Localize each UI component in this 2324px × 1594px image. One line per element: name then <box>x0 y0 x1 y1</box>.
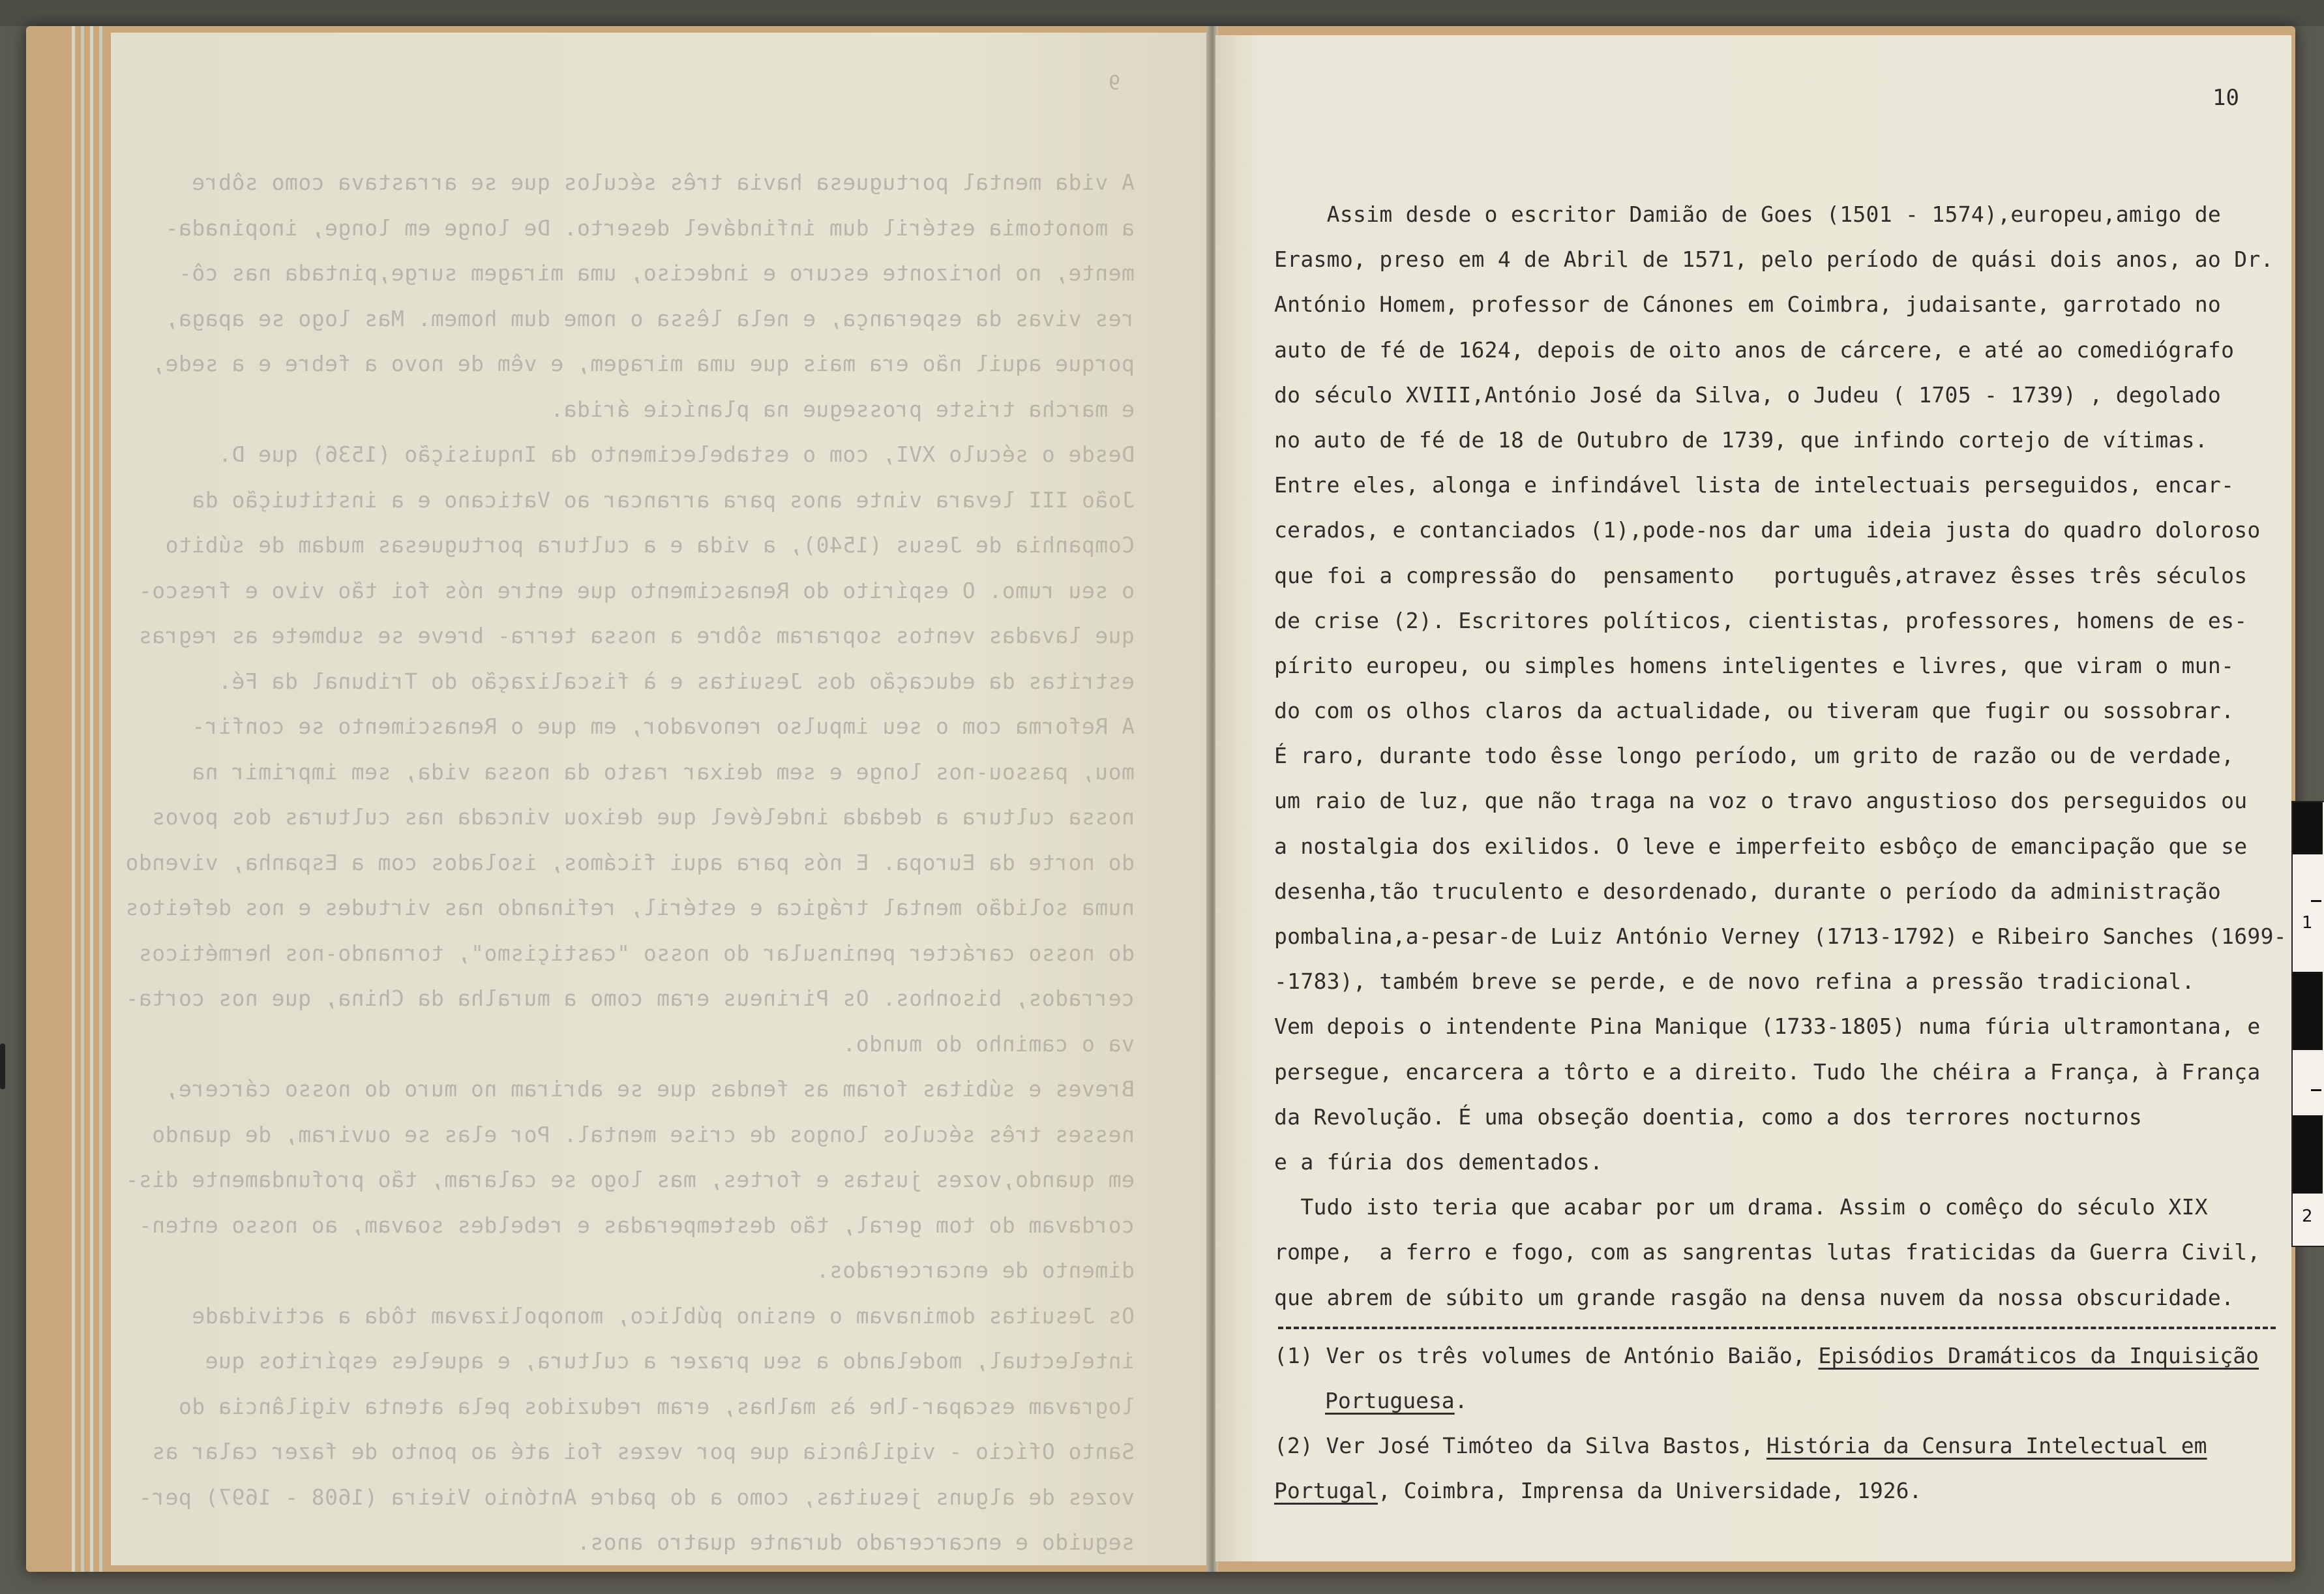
clip-mark <box>0 1044 5 1089</box>
text-line: pombalina,a-pesar-de Luiz António Verney (1713-1792) e Ribeiro Sanches (1699- <box>1274 924 2287 949</box>
bleed-line: nesses três séculos longos de crise mental. Por elas se ouviram, de quando <box>151 1121 1135 1147</box>
scale-ruler <box>2291 801 2324 1247</box>
text-line: Entre eles, alonga e infindável lista de intelectuais perseguidos, encar- <box>1274 472 2235 498</box>
bleed-line: res vivas da esperança, e nela lêssa o nome dum homem. Mas logo se apaga, <box>165 305 1135 331</box>
text-line: a nostalgia dos exilidos. O leve e imperfeito esbôço de emancipação que se <box>1274 833 2248 859</box>
open-book <box>26 26 2295 1572</box>
bleed-line: vozes de alguns jesuitas, como a do padre António Vieira (1608 - 1697) per- <box>138 1484 1135 1510</box>
text-line: que foi a compressão do pensamento português,atravez êsses três séculos <box>1274 562 2248 588</box>
page-edge <box>81 26 84 1572</box>
bleed-line: Santo Ofício - vigilância que por vezes foi até ao ponto de fazer calar as <box>151 1439 1135 1464</box>
bleed-line: Companhia de Jesus (1540), a vida e a cultura portuguesas mudam de súbito <box>165 532 1135 558</box>
bleed-line: mente, no horizonte escuro e indeciso, uma miragem surge,pintada nas cô- <box>178 260 1135 286</box>
bleed-line: do nosso carácter peninsular do nosso "castiçismo", tornando-nos herméticos <box>138 940 1135 966</box>
bleed-line: o seu rumo. O espírito do Renascimento que entre nós foi tão vivo e fresco- <box>138 577 1135 603</box>
text-line: de crise (2). Escritores políticos, cientistas, professores, homens de es- <box>1274 607 2248 633</box>
footnote-1-continued: Portuguesa. <box>1325 1388 1468 1413</box>
bleed-line: do norte da Europa. E nós para aqui ficámos, isolados com a Espanha, vivendo <box>125 849 1135 875</box>
bleed-line: mou, passou-nos longe e sem deixar rasto da nossa vida, sem imprimir na <box>191 759 1135 785</box>
left-page-number: 9 <box>1109 72 1121 95</box>
text-line: e a fúria dos dementados. <box>1274 1149 1603 1175</box>
text-line: pírito europeu, ou simples homens inteligentes e livres, que viram o mun- <box>1274 652 2235 678</box>
bleed-line: logravam escapar-lhe às malhas, eram reduzidos pela atenta vigilância do <box>178 1393 1135 1419</box>
footnotes <box>1274 1333 2282 1513</box>
text-line: do século XVIII,António José da Silva, o Judeu ( 1705 - 1739) , degolado <box>1274 382 2222 408</box>
right-page <box>1215 35 2291 1561</box>
bleed-line: intelectual, modelando a seu prazer a cultura, e aqueles espíritos que <box>205 1348 1135 1374</box>
bleed-line: A vida mental portuguesa havia três séculos que se arrastava como sôbre <box>191 170 1135 195</box>
text-line: -1783), também breve se perde, e de novo refina a pressão tradicional. <box>1274 969 2195 995</box>
bleed-line: cerrados, bisonhos. Os Pirineus eram como a muralha da China, que nos corta- <box>125 985 1135 1011</box>
ruler-tick <box>2311 900 2321 902</box>
text-line: da Revolução. É uma obseção doentia, como a dos terrores nocturnos <box>1274 1104 2143 1130</box>
ruler-label-1: 1 <box>2302 913 2313 933</box>
page-edge <box>90 26 93 1572</box>
bleed-line: seguido e encarcerado durante quatro anos. <box>576 1529 1135 1555</box>
bleed-through-text <box>125 160 1135 1565</box>
text-line: Assim desde o escritor Damião de Goes (1501 - 1574),europeu,amigo de <box>1274 202 2222 227</box>
text-line: cerados, e contanciados (1),pode-nos dar uma ideia justa do quadro doloroso <box>1274 517 2261 543</box>
bleed-line: va o caminho do mundo. <box>842 1030 1135 1057</box>
bleed-line: estritas da educação dos Jesuitas e à fiscalização do Tribunal da Fé. <box>218 668 1135 694</box>
bleed-line: e marcha triste prossegue na planície árida. <box>550 396 1135 422</box>
page-number: 10 <box>2212 85 2239 111</box>
bleed-line: Os Jesuitas dominavam o ensino público, monopolizavam tôda a actividade <box>191 1302 1135 1329</box>
text-line: Vem depois o intendente Pina Manique (1733-1805) numa fúria ultramontana, e <box>1274 1014 2261 1040</box>
footnote-1: (1) Ver os três volumes de António Baião, Episódios Dramáticos da Inquisição <box>1274 1343 2259 1368</box>
page-edge <box>99 26 102 1572</box>
bleed-line: João III levara vinte anos para arrancar ao Vaticano e a instituição da <box>191 487 1135 513</box>
page-edge <box>72 26 75 1572</box>
bleed-line: numa solidão mental trágica e estéril, refinando nas virtudes e nos defeitos <box>125 895 1135 920</box>
text-line: Tudo isto teria que acabar por um drama. Assim o comêço do século XIX <box>1274 1194 2208 1220</box>
ruler-label-2: 2 <box>2302 1207 2313 1226</box>
text-line: do com os olhos claros da actualidade, ou tiveram que fugir ou sossobrar. <box>1274 698 2235 724</box>
bleed-line: porque aquil não era mais que uma miragem, e vêm de novo a febre e a sede, <box>151 351 1135 376</box>
text-line: rompe, a ferro e fogo, com as sangrentas lutas fraticidas da Guerra Civil, <box>1274 1239 2261 1265</box>
text-line: persegue, encarcera a tôrto e a direito. Tudo lhe chéira a França, à França <box>1274 1059 2261 1085</box>
text-line: auto de fé de 1624, depois de oito anos de cárcere, e até ao comediógrafo <box>1274 337 2235 363</box>
bleed-line: Breves e súbitas foram as fendas que se abriram no muro do nosso cárcere, <box>165 1076 1135 1102</box>
footnote-2-title: História da Censura Intelectual em <box>1766 1433 2207 1458</box>
bleed-line: dimento de encarcerados. <box>816 1257 1135 1283</box>
text-line: no auto de fé de 18 de Outubro de 1739, que infindo cortejo de vítimas. <box>1274 427 2208 453</box>
left-page <box>111 33 1206 1565</box>
ruler-block <box>2293 1115 2323 1194</box>
bleed-line: A Reforma com o seu impulso renovador, em que o Renascimento se confir- <box>191 714 1135 739</box>
ruler-block <box>2293 972 2323 1050</box>
ruler-block <box>2293 802 2323 854</box>
footnote-1-title: Episódios Dramáticos da Inquisição <box>1818 1343 2259 1368</box>
text-line: Erasmo, preso em 4 de Abril de 1571, pelo período de quási dois anos, ao Dr. <box>1274 247 2274 273</box>
photo-background <box>0 0 2324 26</box>
text-line: um raio de luz, que não traga na voz o travo angustioso dos perseguidos ou <box>1274 788 2248 814</box>
main-text <box>1274 192 2287 1320</box>
footnote-2: (2) Ver José Timóteo da Silva Bastos, História da Censura Intelectual em <box>1274 1433 2207 1458</box>
bleed-line: cordavam do tom geral, tão destemperadas e rebeldes soavam, ao nosso enten- <box>138 1212 1135 1238</box>
bleed-line: a monotomia estéril dum infindável deserto. De longe em longe, inopinada- <box>165 215 1135 241</box>
footnote-2-continued: Portugal, Coimbra, Imprensa da Universidade, 1926. <box>1274 1478 1922 1503</box>
footnote-separator <box>1278 1327 2276 1329</box>
bleed-line: nossa cultura a dedada indelével que deixou vincada nas culturas dos povos <box>151 804 1135 830</box>
ruler-tick <box>2311 1089 2321 1091</box>
bleed-line: em quando,vozes justas e fortes, mas logo se calaram, tão profundamente dis- <box>125 1167 1135 1192</box>
bleed-line: Desde o século XVI, com o estabelecimento da Inquisição (1536) que D. <box>218 442 1135 467</box>
text-line: É raro, durante todo êsse longo período, um grito de razão ou de verdade, <box>1274 743 2235 769</box>
text-line: que abrem de súbito um grande rasgão na densa nuvem da nossa obscuridade. <box>1274 1284 2235 1310</box>
text-line: António Homem, professor de Cánones em Coimbra, judaisante, garrotado no <box>1274 292 2222 318</box>
bleed-line: que lavadas ventos sopraram sôbre a nossa terra- breve se submete as regras <box>138 623 1135 648</box>
text-line: desenha,tão truculento e desordenado, durante o período da administração <box>1274 878 2222 904</box>
